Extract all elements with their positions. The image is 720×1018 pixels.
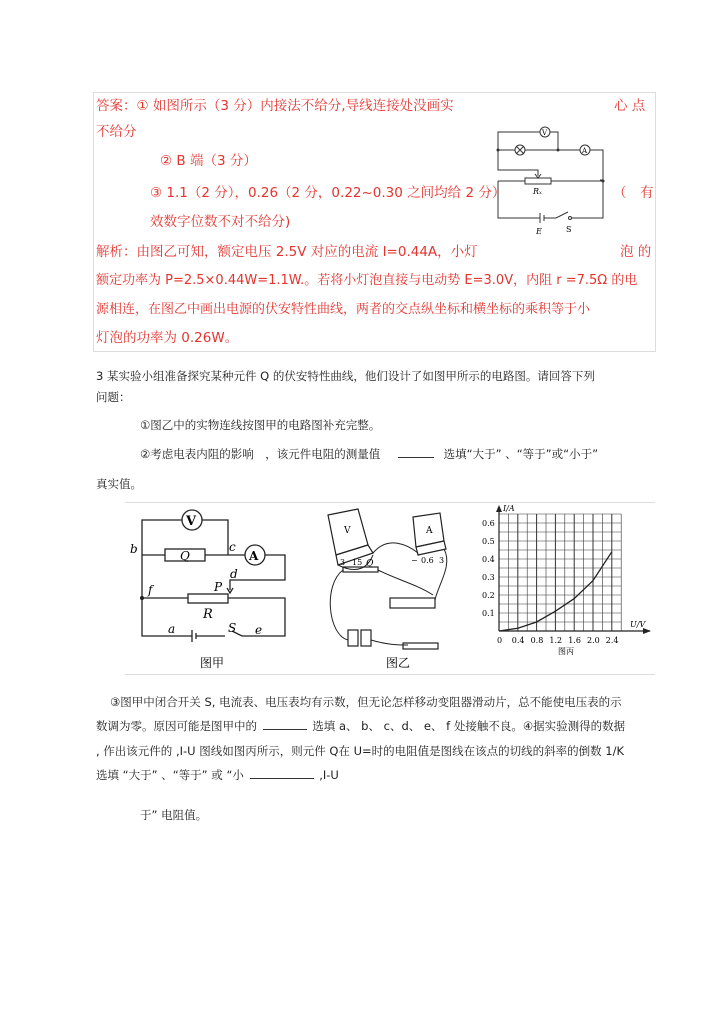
answer-line: 答案：① 如图所示（3 分）内接法不给分,导线连接处没画实 [96,98,454,114]
point-a-label: a [168,622,176,636]
figure-caption: 图甲 [200,656,225,670]
x-tick-label: 1.6 [568,636,581,645]
y-tick-label: 0.2 [482,591,495,600]
iu-chart [480,502,655,670]
x-tick-label: 0.8 [530,636,544,645]
answer-line: ② B 端（3 分） [160,153,257,169]
answer-line: 不给分 [96,124,137,140]
rheostat-label: Rₓ [533,187,542,196]
question-text: 于” 电阻值。 [140,808,208,822]
question-text-part: 选填 “大于” 、“等于” 或 “小 [96,768,244,782]
question-text [96,767,339,783]
terminal-label: 15 [352,558,363,567]
question-text: 3 某实验小组准备探究某种元件 Q 的伏安特性曲线，他们设计了如图甲所示的电路图。请回答下列 [96,369,595,383]
switch-label: S [228,621,237,635]
x-tick-label: 1.2 [549,636,563,645]
voltmeter-label: V [542,129,548,137]
answer-line: 效数字位数不对不给分) [150,214,291,230]
terminal-label: 0.6 [421,556,434,565]
battery-label: E [536,227,542,236]
y-tick-label: 0.1 [482,609,495,618]
x-tick-label: 0 [497,636,503,645]
slider-label: P [214,580,223,594]
point-c-label: c [229,540,236,554]
chart-title: 图丙 [558,647,574,656]
question-text-part: ,I-U [319,768,339,782]
figure-caption: 图乙 [386,656,411,670]
answer-line: （ 有 [613,185,654,201]
voltmeter-label: V [344,526,351,536]
answer-blank[interactable] [250,768,314,779]
question-text-part: 选填“大于” 、“等于”或“小于” [443,447,599,461]
question-text [140,446,598,462]
circuit-diagram-jia [130,505,300,673]
y-tick-label: 0.4 [482,555,495,564]
question-text: 问题： [96,390,131,404]
question-text-part: 数调为零。原因可能是图甲中的 [96,719,257,733]
element-q-label: Q [366,559,374,569]
question-text: 真实值。 [96,477,142,491]
answer-line: 解析：由图乙可知，额定电压 2.5V 对应的电流 I=0.44A，小灯 [96,244,478,260]
answer-line: 泡 的 [620,244,652,260]
terminal-label: 3 [340,558,346,567]
x-axis-label: U/V [630,620,646,629]
question-text: ③图甲中闭合开关 S, 电流表、电压表均有示数，但无论怎样移动变阻器滑动片，总不能使电压表的示 [110,695,622,709]
x-tick-label: 0.4 [511,636,525,645]
point-f-label: f [148,583,153,597]
answer-line: 源相连，在图乙中画出电源的伏安特性曲线，两者的交点纵坐标和横坐标的乘积等于小 [96,302,591,317]
ammeter-label: A [249,549,259,563]
point-b-label: b [130,542,138,556]
element-q-label: Q [180,549,190,563]
point-d-label: d [230,567,238,581]
x-tick-label: 2.0 [587,636,600,645]
terminal-label: 3 [439,556,445,565]
terminal-label: − [411,556,418,565]
answer-line: ③ 1.1（2 分），0.26（2 分，0.22~0.30 之间均给 2 分） [150,185,506,201]
answer-line: 灯泡的功率为 0.26W。 [96,330,239,346]
answer-circuit-diagram [490,108,610,238]
y-tick-label: 0.3 [482,573,495,582]
answer-line: 心 点 [614,98,646,114]
physical-setup-yi [318,505,458,673]
y-axis-arrow [496,505,502,512]
question-text-part: ②考虑电表内阻的影响 ，该元件电阻的测量值 [140,447,381,461]
y-axis-label: I/A [503,504,515,513]
question-text: ①图乙中的实物连线按图甲的电路图补充完整。 [140,418,381,432]
point-e-label: e [255,623,263,637]
rheostat-label: R [203,607,213,622]
ammeter-label: A [582,147,588,155]
question-text [96,718,625,734]
y-tick-label: 0.6 [482,519,495,528]
question-text: , 作出该元件的 ,I-U 图线如图丙所示，则元件 Q在 U=时的电阻值是图线在该点的切线的斜率的倒数 1/K [96,744,625,758]
x-tick-label: 2.4 [605,636,619,645]
question-text-part: 选填 a、 b、 c、d、 e、 f 处接触不良。④据实验测得的数据 [312,719,626,733]
voltmeter-label: V [186,514,197,529]
answer-blank[interactable] [398,447,434,458]
answer-blank[interactable] [263,719,307,730]
answer-line: 额定功率为 P=2.5×0.44W=1.1W.。若将小灯泡直接与电动势 E=3.0V，内阻 r =7.5Ω 的电 [96,273,638,288]
y-tick-label: 0.5 [482,537,495,546]
ammeter-label: A [426,526,433,536]
switch-label: S [566,225,572,234]
